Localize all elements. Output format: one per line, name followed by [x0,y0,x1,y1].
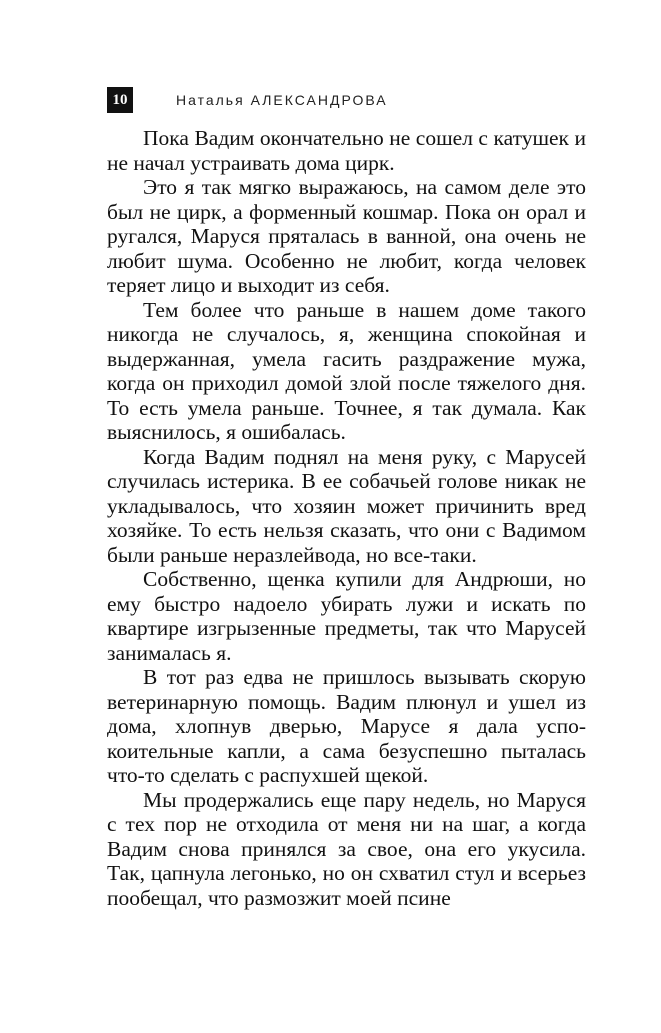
body-text [107,126,586,910]
page-number: 10 [107,87,133,113]
paragraph: Мы продержались еще пару недель, но Маруся с тех пор не отходила от меня ни на шаг, а когда Вадим снова принялся за свое, она его укусила. Так, цапнула легонько, но он схватил стул и всерьез пообещал, что размозжит моей псине [107,787,586,910]
paragraph: Это я так мягко выражаюсь, на самом деле это был не цирк, а форменный кошмар. Пока он орал и ругался, Маруся пряталась в ванной, она очень не любит шума. Особенно не любит, когда человек теряет лицо и выходит из себя. [107,175,586,297]
running-head: Наталья АЛЕКСАНДРОВА [176,92,388,108]
paragraph: Пока Вадим окончательно не сошел с катушек и не начал устраивать дома цирк. [107,126,586,175]
paragraph: Собственно, щенка купили для Андрюши, но ему быстро надоело убирать лужи и искать по квартире изгрызенные предметы, так что Марусей занималась я. [107,567,586,665]
page-header [107,87,388,113]
paragraph: Тем более что раньше в нашем доме такого никогда не случалось, я, женщина спокойная и выдержанная, умела гасить раздражение мужа, когда он приходил домой злой после тяжелого дня. То есть умела раньше. Точнее, я так думала. Как выяснилось, я ошибалась. [107,297,586,444]
paragraph: В тот раз едва не пришлось вызывать скорую ветеринарную помощь. Вадим плюнул и ушел из дома, хлопнув дверью, Марусе я дала успокоительные капли, а сама безуспешно пыталась что-то сделать с распухшей щекой. [107,665,586,787]
paragraph: Когда Вадим поднял на меня руку, с Марусей случилась истерика. В ее собачьей голове никак не укладывалось, что хозяин может причинить вред хозяйке. То есть нельзя сказать, что они с Вадимом были раньше неразлейвода, но все-таки. [107,444,586,567]
